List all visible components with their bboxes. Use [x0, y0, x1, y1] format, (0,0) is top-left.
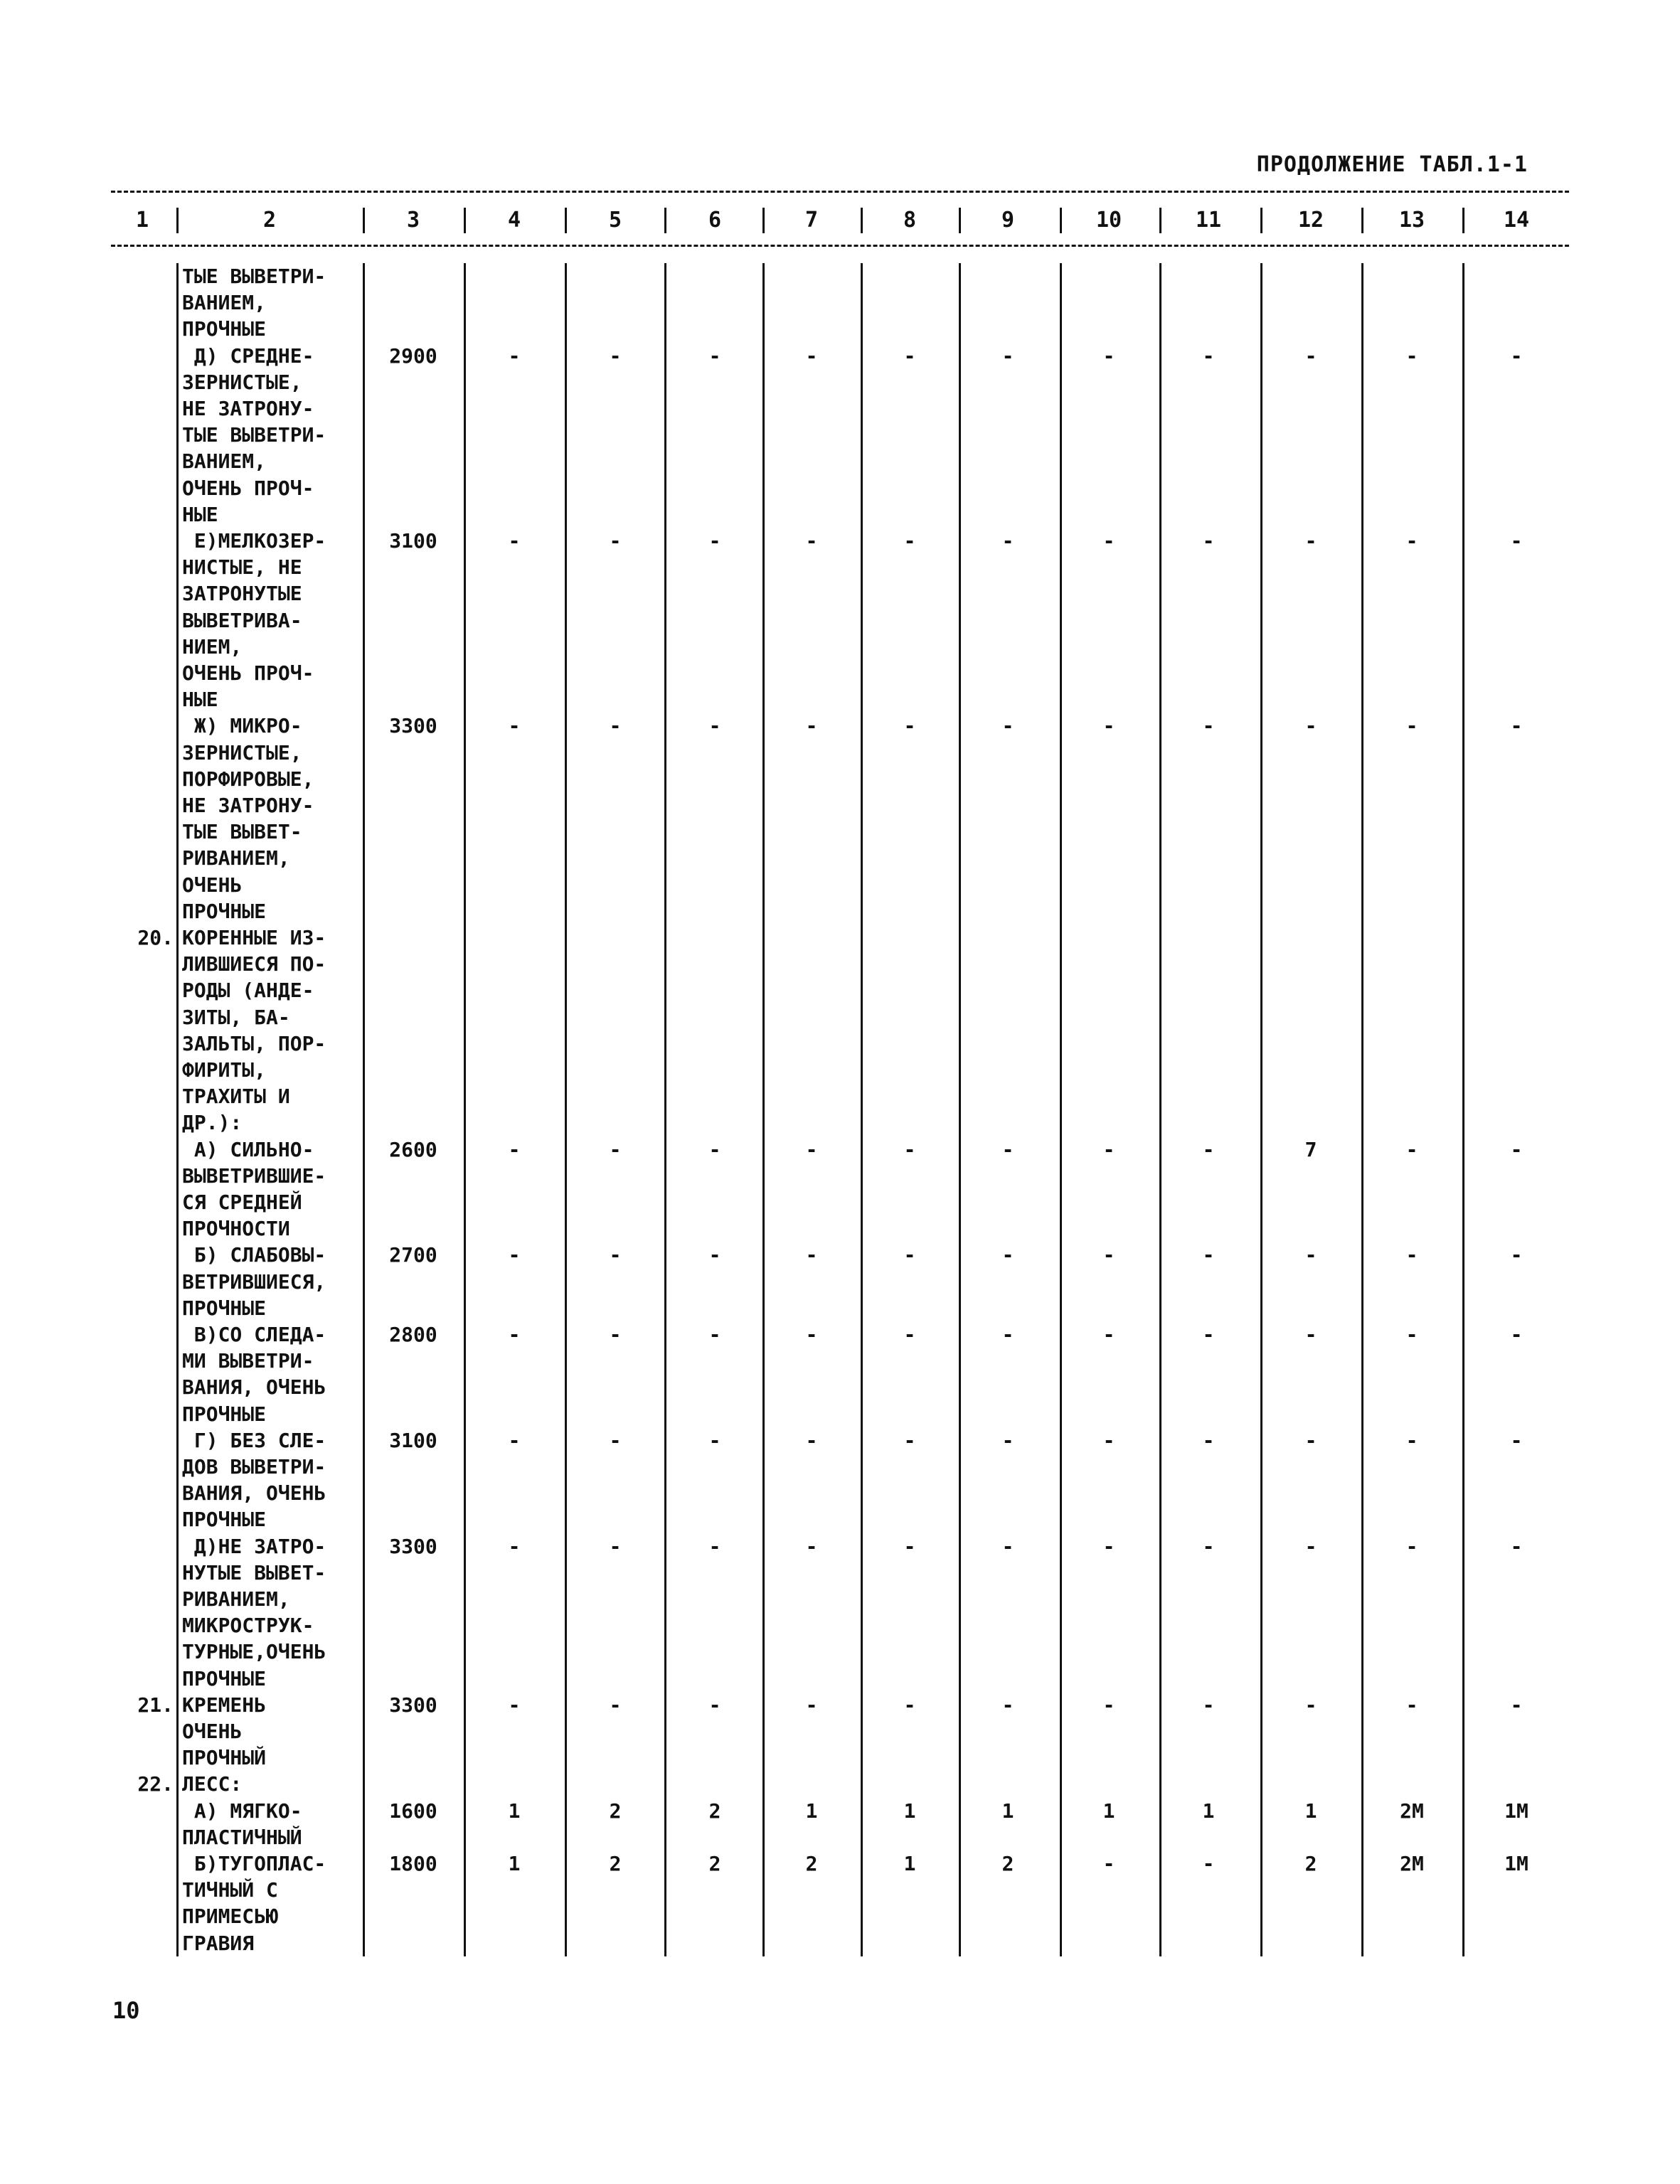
value-cell: 3300	[389, 1693, 437, 1717]
table-row	[0, 1189, 1680, 1215]
description-cell: СЯ СРЕДНЕЙ	[182, 1190, 302, 1214]
table-row	[0, 528, 1680, 554]
value-cell: -	[1405, 714, 1418, 738]
description-cell: Б) СЛАБОВЫ-	[182, 1243, 326, 1267]
table-row	[0, 1163, 1680, 1189]
value-cell: -	[1304, 343, 1317, 368]
value-cell: -	[609, 1693, 622, 1717]
value-cell: -	[1102, 714, 1115, 738]
description-cell: ВАНИЕМ,	[182, 449, 267, 474]
table-row	[0, 1798, 1680, 1824]
description-cell: ВАНИЯ, ОЧЕНЬ	[182, 1375, 326, 1400]
table-row	[0, 1004, 1680, 1030]
description-cell: НУТЫЕ ВЫВЕТ-	[182, 1560, 326, 1584]
value-cell: -	[708, 1243, 721, 1267]
value-cell: -	[1304, 1534, 1317, 1558]
description-cell: ДОВ ВЫВЕТРИ-	[182, 1455, 326, 1479]
description-cell: НИСТЫЕ, НЕ	[182, 555, 302, 580]
value-cell: 1	[1202, 1799, 1215, 1823]
description-cell: ГРАВИЯ	[182, 1931, 255, 1955]
value-cell: -	[1202, 1243, 1215, 1267]
value-cell: -	[1304, 714, 1317, 738]
description-cell: Г) БЕЗ СЛЕ-	[182, 1428, 326, 1452]
description-cell: Б)ТУГОПЛАС-	[182, 1852, 326, 1875]
table-row	[0, 1083, 1680, 1109]
value-cell: -	[1001, 1693, 1014, 1717]
value-cell: -	[609, 529, 622, 553]
column-header-2: 2	[262, 208, 277, 233]
value-cell: -	[805, 714, 818, 738]
table-row	[0, 1612, 1680, 1639]
table-row	[0, 766, 1680, 792]
value-cell: 1М	[1504, 1852, 1529, 1875]
table-row	[0, 1744, 1680, 1771]
table-row	[0, 289, 1680, 316]
value-cell: -	[708, 714, 721, 738]
column-header-1: 1	[135, 208, 149, 233]
description-cell: ЛИВШИЕСЯ ПО-	[182, 952, 326, 976]
value-cell: -	[903, 529, 916, 553]
description-cell: КРЕМЕНЬ	[182, 1693, 267, 1717]
value-cell: -	[903, 714, 916, 738]
value-cell: -	[508, 529, 521, 553]
value-cell: 2	[609, 1852, 622, 1875]
value-cell: -	[1202, 529, 1215, 553]
table-row	[0, 1850, 1680, 1877]
column-header-7: 7	[804, 208, 819, 233]
description-cell: ОЧЕНЬ ПРОЧ-	[182, 476, 314, 500]
column-header-10: 10	[1095, 208, 1122, 233]
description-cell: МИ ВЫВЕТРИ-	[182, 1349, 314, 1373]
value-cell: -	[1304, 1323, 1317, 1346]
value-cell: -	[805, 1137, 818, 1161]
value-cell: -	[609, 1534, 622, 1558]
value-cell: 1	[903, 1852, 916, 1875]
value-cell: -	[708, 343, 721, 368]
value-cell: 2	[1304, 1852, 1317, 1875]
description-cell: ТИЧНЫЙ С	[182, 1878, 278, 1902]
table-row	[0, 554, 1680, 580]
value-cell: -	[1102, 1693, 1115, 1717]
table-row	[0, 1718, 1680, 1744]
table-row	[0, 1692, 1680, 1718]
table-row	[0, 1877, 1680, 1903]
table-row	[0, 634, 1680, 660]
value-cell: -	[708, 1693, 721, 1717]
table-row	[0, 1454, 1680, 1480]
table-row	[0, 1401, 1680, 1427]
value-cell: -	[1510, 343, 1523, 368]
description-cell: ТЫЕ ВЫВЕТРИ-	[182, 423, 326, 447]
description-cell: ПРОЧНЫЕ	[182, 1666, 267, 1690]
table-row	[0, 686, 1680, 713]
value-cell: -	[708, 1428, 721, 1452]
table-row	[0, 1586, 1680, 1612]
value-cell: -	[1001, 1323, 1014, 1346]
value-cell: 2600	[389, 1137, 437, 1161]
value-cell: -	[805, 1534, 818, 1558]
table-row	[0, 1480, 1680, 1506]
column-header-13: 13	[1398, 208, 1425, 233]
value-cell: 3100	[389, 529, 437, 553]
column-header-14: 14	[1503, 208, 1530, 233]
value-cell: -	[508, 1243, 521, 1267]
value-cell: 1	[1001, 1799, 1014, 1823]
table-row	[0, 977, 1680, 1003]
value-cell: -	[903, 1323, 916, 1346]
page-number: 10	[112, 1997, 140, 2024]
row-number-cell: 21.	[137, 1693, 174, 1717]
description-cell: ЗИТЫ, БА-	[182, 1005, 290, 1029]
value-cell: 3300	[389, 714, 437, 738]
description-cell: ТЫЕ ВЫВЕТ-	[182, 820, 302, 844]
value-cell: -	[508, 1693, 521, 1717]
value-cell: -	[1102, 1323, 1115, 1346]
value-cell: -	[1304, 529, 1317, 553]
table-row	[0, 395, 1680, 422]
value-cell: -	[1304, 1243, 1317, 1267]
value-cell: 1	[1102, 1799, 1115, 1823]
value-cell: 2М	[1400, 1799, 1424, 1823]
description-cell: Е)МЕЛКОЗЕР-	[182, 529, 326, 553]
description-cell: ЗАЛЬТЫ, ПОР-	[182, 1031, 326, 1055]
description-cell: ПРОЧНОСТИ	[182, 1217, 290, 1241]
description-cell: НЫЕ	[182, 688, 218, 712]
description-cell: ЗЕРНИСТЫЕ,	[182, 740, 302, 765]
value-cell: -	[1405, 343, 1418, 368]
value-cell: -	[1102, 1534, 1115, 1558]
value-cell: -	[1510, 1534, 1523, 1558]
table-row	[0, 316, 1680, 342]
description-cell: ЗЕРНИСТЫЕ,	[182, 370, 302, 394]
description-cell: ВАНИЕМ,	[182, 291, 267, 315]
column-header-11: 11	[1195, 208, 1222, 233]
description-cell: ПОРФИРОВЫЕ,	[182, 767, 314, 791]
table-row	[0, 422, 1680, 448]
value-cell: 2700	[389, 1243, 437, 1267]
description-cell: А) СИЛЬНО-	[182, 1137, 314, 1161]
table-row	[0, 740, 1680, 766]
value-cell: -	[609, 1243, 622, 1267]
table-row	[0, 343, 1680, 369]
table-row	[0, 1374, 1680, 1400]
value-cell: 2	[609, 1799, 622, 1823]
description-cell: ПРОЧНЫЕ	[182, 1402, 267, 1426]
value-cell: -	[805, 529, 818, 553]
row-number-cell: 22.	[137, 1772, 174, 1796]
table-row	[0, 713, 1680, 739]
description-cell: ПРОЧНЫЕ	[182, 1296, 267, 1320]
value-cell: -	[508, 1534, 521, 1558]
table-row	[0, 1903, 1680, 1929]
table-row	[0, 1348, 1680, 1374]
table-row	[0, 1533, 1680, 1560]
table-row	[0, 501, 1680, 528]
value-cell: -	[1102, 1243, 1115, 1267]
value-cell: -	[1405, 529, 1418, 553]
table-row	[0, 263, 1680, 289]
table-row	[0, 1771, 1680, 1797]
value-cell: -	[1405, 1534, 1418, 1558]
table-row	[0, 660, 1680, 686]
value-cell: -	[1202, 714, 1215, 738]
description-cell: В)СО СЛЕДА-	[182, 1323, 326, 1346]
table-row	[0, 1269, 1680, 1295]
value-cell: 1800	[389, 1852, 437, 1875]
value-cell: -	[1202, 1693, 1215, 1717]
column-header-12: 12	[1297, 208, 1324, 233]
value-cell: -	[1510, 714, 1523, 738]
table-row	[0, 1136, 1680, 1163]
header-bottom-rule	[111, 245, 1569, 247]
value-cell: -	[1202, 1852, 1215, 1875]
description-cell: ПЛАСТИЧНЫЙ	[182, 1825, 302, 1849]
value-cell: -	[1405, 1243, 1418, 1267]
value-cell: -	[805, 1428, 818, 1452]
value-cell: -	[903, 1137, 916, 1161]
value-cell: -	[1001, 529, 1014, 553]
table-row	[0, 1242, 1680, 1268]
description-cell: ОЧЕНЬ	[182, 873, 243, 897]
table-row	[0, 1215, 1680, 1242]
value-cell: -	[903, 1428, 916, 1452]
column-header-6: 6	[708, 208, 722, 233]
value-cell: 3100	[389, 1428, 437, 1452]
description-cell: ПРОЧНЫЕ	[182, 899, 267, 923]
value-cell: -	[1202, 1428, 1215, 1452]
value-cell: -	[508, 1428, 521, 1452]
description-cell: РОДЫ (АНДЕ-	[182, 979, 314, 1003]
value-cell: 2900	[389, 343, 437, 368]
value-cell: 1	[903, 1799, 916, 1823]
description-cell: КОРЕННЫЕ ИЗ-	[182, 926, 326, 949]
table-row	[0, 1057, 1680, 1083]
value-cell: -	[1405, 1137, 1418, 1161]
value-cell: -	[1102, 529, 1115, 553]
value-cell: -	[1202, 1137, 1215, 1161]
value-cell: -	[1510, 1428, 1523, 1452]
table-row	[0, 1030, 1680, 1057]
description-cell: Д)НЕ ЗАТРО-	[182, 1534, 326, 1558]
description-cell: Ж) МИКРО-	[182, 714, 302, 738]
value-cell: 1	[508, 1852, 521, 1875]
value-cell: -	[1510, 1137, 1523, 1161]
table-row	[0, 898, 1680, 925]
value-cell: -	[609, 1137, 622, 1161]
table-row	[0, 1321, 1680, 1348]
column-header-5: 5	[608, 208, 622, 233]
column-header-9: 9	[1001, 208, 1015, 233]
value-cell: -	[708, 529, 721, 553]
value-cell: -	[609, 1428, 622, 1452]
value-cell: 1	[1304, 1799, 1317, 1823]
description-cell: НЕ ЗАТРОНУ-	[182, 794, 314, 817]
table-row	[0, 1666, 1680, 1692]
value-cell: 3300	[389, 1534, 437, 1558]
value-cell: -	[1102, 343, 1115, 368]
description-cell: РИВАНИЕМ,	[182, 1587, 290, 1611]
value-cell: -	[508, 714, 521, 738]
description-cell: ПРИМЕСЬЮ	[182, 1905, 278, 1929]
table-row	[0, 369, 1680, 395]
value-cell: -	[1001, 1534, 1014, 1558]
value-cell: -	[609, 343, 622, 368]
value-cell: -	[1102, 1137, 1115, 1161]
description-cell: ПРОЧНЫЙ	[182, 1746, 267, 1770]
value-cell: -	[805, 343, 818, 368]
value-cell: -	[805, 1323, 818, 1346]
value-cell: -	[1510, 1323, 1523, 1346]
value-cell: 2М	[1400, 1852, 1424, 1875]
table-row	[0, 819, 1680, 845]
table-row	[0, 580, 1680, 607]
value-cell: -	[1001, 1428, 1014, 1452]
value-cell: -	[903, 343, 916, 368]
table-row	[0, 475, 1680, 501]
description-cell: ПРОЧНЫЕ	[182, 1508, 267, 1532]
value-cell: -	[609, 1323, 622, 1346]
value-cell: -	[1405, 1693, 1418, 1717]
value-cell: -	[1001, 1137, 1014, 1161]
value-cell: -	[1102, 1852, 1115, 1875]
table-row	[0, 448, 1680, 474]
table-row	[0, 1824, 1680, 1850]
value-cell: -	[1001, 1243, 1014, 1267]
value-cell: -	[903, 1693, 916, 1717]
value-cell: -	[805, 1693, 818, 1717]
description-cell: ОЧЕНЬ ПРОЧ-	[182, 661, 314, 685]
value-cell: 2	[708, 1852, 721, 1875]
value-cell: 2800	[389, 1323, 437, 1346]
description-cell: РИВАНИЕМ,	[182, 846, 290, 870]
table-row	[0, 607, 1680, 634]
description-cell: НЕ ЗАТРОНУ-	[182, 397, 314, 420]
value-cell: -	[903, 1243, 916, 1267]
column-header-4: 4	[507, 208, 521, 233]
description-cell: НЫЕ	[182, 502, 218, 526]
column-header-8: 8	[903, 208, 917, 233]
table-row	[0, 1109, 1680, 1136]
description-cell: ВАНИЯ, ОЧЕНЬ	[182, 1481, 326, 1506]
value-cell: 2	[1001, 1852, 1014, 1875]
description-cell: ВЫВЕТРИВШИЕ-	[182, 1163, 326, 1188]
table-row	[0, 1427, 1680, 1454]
description-cell: ВЕТРИВШИЕСЯ,	[182, 1269, 326, 1294]
row-number-cell: 20.	[137, 926, 174, 949]
table-continuation-caption: ПРОДОЛЖЕНИЕ ТАБЛ.1-1	[1256, 152, 1528, 177]
value-cell: -	[508, 1137, 521, 1161]
value-cell: -	[609, 714, 622, 738]
value-cell: -	[508, 1323, 521, 1346]
value-cell: 2	[805, 1852, 818, 1875]
value-cell: -	[708, 1323, 721, 1346]
description-cell: ЛЕСС:	[182, 1772, 243, 1796]
table-row	[0, 792, 1680, 819]
value-cell: 1600	[389, 1799, 437, 1823]
description-cell: ПРОЧНЫЕ	[182, 317, 267, 341]
description-cell: ФИРИТЫ,	[182, 1058, 267, 1082]
value-cell: -	[903, 1534, 916, 1558]
description-cell: ТРАХИТЫ И	[182, 1085, 290, 1109]
table-row	[0, 1506, 1680, 1533]
value-cell: 1	[508, 1799, 521, 1823]
table-row	[0, 1639, 1680, 1665]
value-cell: -	[805, 1243, 818, 1267]
description-cell: А) МЯГКО-	[182, 1799, 302, 1823]
description-cell: Д) СРЕДНЕ-	[182, 343, 314, 368]
description-cell: ВЫВЕТРИВА-	[182, 608, 302, 632]
value-cell: -	[708, 1534, 721, 1558]
value-cell: -	[1510, 1693, 1523, 1717]
table-row	[0, 951, 1680, 977]
table-row	[0, 1295, 1680, 1321]
value-cell: -	[1001, 714, 1014, 738]
value-cell: -	[1405, 1323, 1418, 1346]
column-header-3: 3	[406, 208, 420, 233]
value-cell: -	[1202, 1534, 1215, 1558]
value-cell: 1	[805, 1799, 818, 1823]
table-row	[0, 925, 1680, 951]
table-row	[0, 1560, 1680, 1586]
description-cell: МИКРОСТРУК-	[182, 1614, 314, 1638]
value-cell: -	[1001, 343, 1014, 368]
description-cell: ТЫЕ ВЫВЕТРИ-	[182, 265, 326, 288]
value-cell: -	[1510, 1243, 1523, 1267]
value-cell: -	[508, 343, 521, 368]
table-row	[0, 872, 1680, 898]
value-cell: -	[1102, 1428, 1115, 1452]
value-cell: -	[1405, 1428, 1418, 1452]
value-cell: 2	[708, 1799, 721, 1823]
description-cell: НИЕМ,	[182, 634, 243, 659]
description-cell: ЗАТРОНУТЫЕ	[182, 582, 302, 606]
value-cell: 7	[1304, 1137, 1317, 1161]
value-cell: -	[708, 1137, 721, 1161]
description-cell: ДР.):	[182, 1111, 243, 1135]
table-row	[0, 1930, 1680, 1956]
description-cell: ОЧЕНЬ	[182, 1720, 243, 1743]
value-cell: -	[1304, 1693, 1317, 1717]
description-cell: ТУРНЫЕ,ОЧЕНЬ	[182, 1640, 326, 1664]
value-cell: -	[1304, 1428, 1317, 1452]
value-cell: -	[1202, 1323, 1215, 1346]
value-cell: -	[1510, 529, 1523, 553]
table-row	[0, 845, 1680, 871]
value-cell: 1М	[1504, 1799, 1529, 1823]
value-cell: -	[1202, 343, 1215, 368]
header-top-rule	[111, 191, 1569, 193]
